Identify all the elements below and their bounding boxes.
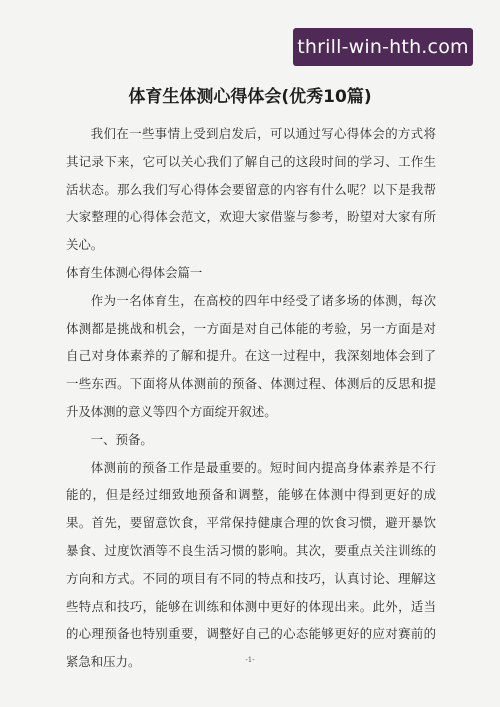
body-paragraph: 体测前的预备工作是最重要的。短时间内提高身体素养是不行能的，但是经过细致地预备和调整，能够在体测中得到更好的成果。首先，要留意饮食，平常保持健康合理的饮食习惯，避开暴饮暴食、过度饮酒等不良生活习惯的影响。其次，要重点关注训练的方向和方式。不同的项目有不同的特点和技巧，认真讨论、理解这些特点和技巧，能够在训练和体测中更好的体现出来。此外，适当的心理预备也特别重要，调整好自己的心态能够更好的应对赛前的紧急和压力。 <box>66 459 436 670</box>
subsection-heading: 一、预备。 <box>90 431 153 447</box>
document-body <box>66 120 436 676</box>
section-heading: 体育生体测心得体会篇一 <box>66 264 203 280</box>
page-title: 体育生体测心得体会(优秀10篇) <box>128 87 372 107</box>
watermark-label: thrill-win-hth.com <box>293 28 473 66</box>
page-number: -1- <box>245 656 255 664</box>
body-paragraph: 作为一名体育生，在高校的四年中经受了诸多场的体测，每次体测都是挑战和机会，一方面是对自己体能的考验，另一方面是对自己对身体素养的了解和提升。在这一过程中，我深刻地体会到了一些东西。下面将从体测前的预备、体测过程、体测后的反思和提升及体测的意义等四个方面绽开叙述。 <box>66 292 436 419</box>
intro-paragraph: 我们在一些事情上受到启发后，可以通过写心得体会的方式将其记录下来，它可以关心我们了解自己的这段时间的学习、工作生活状态。那么我们写心得体会要留意的内容有什么呢？以下是我帮大家整理的心得体会范文，欢迎大家借鉴与参考，盼望对大家有所关心。 <box>66 126 436 253</box>
